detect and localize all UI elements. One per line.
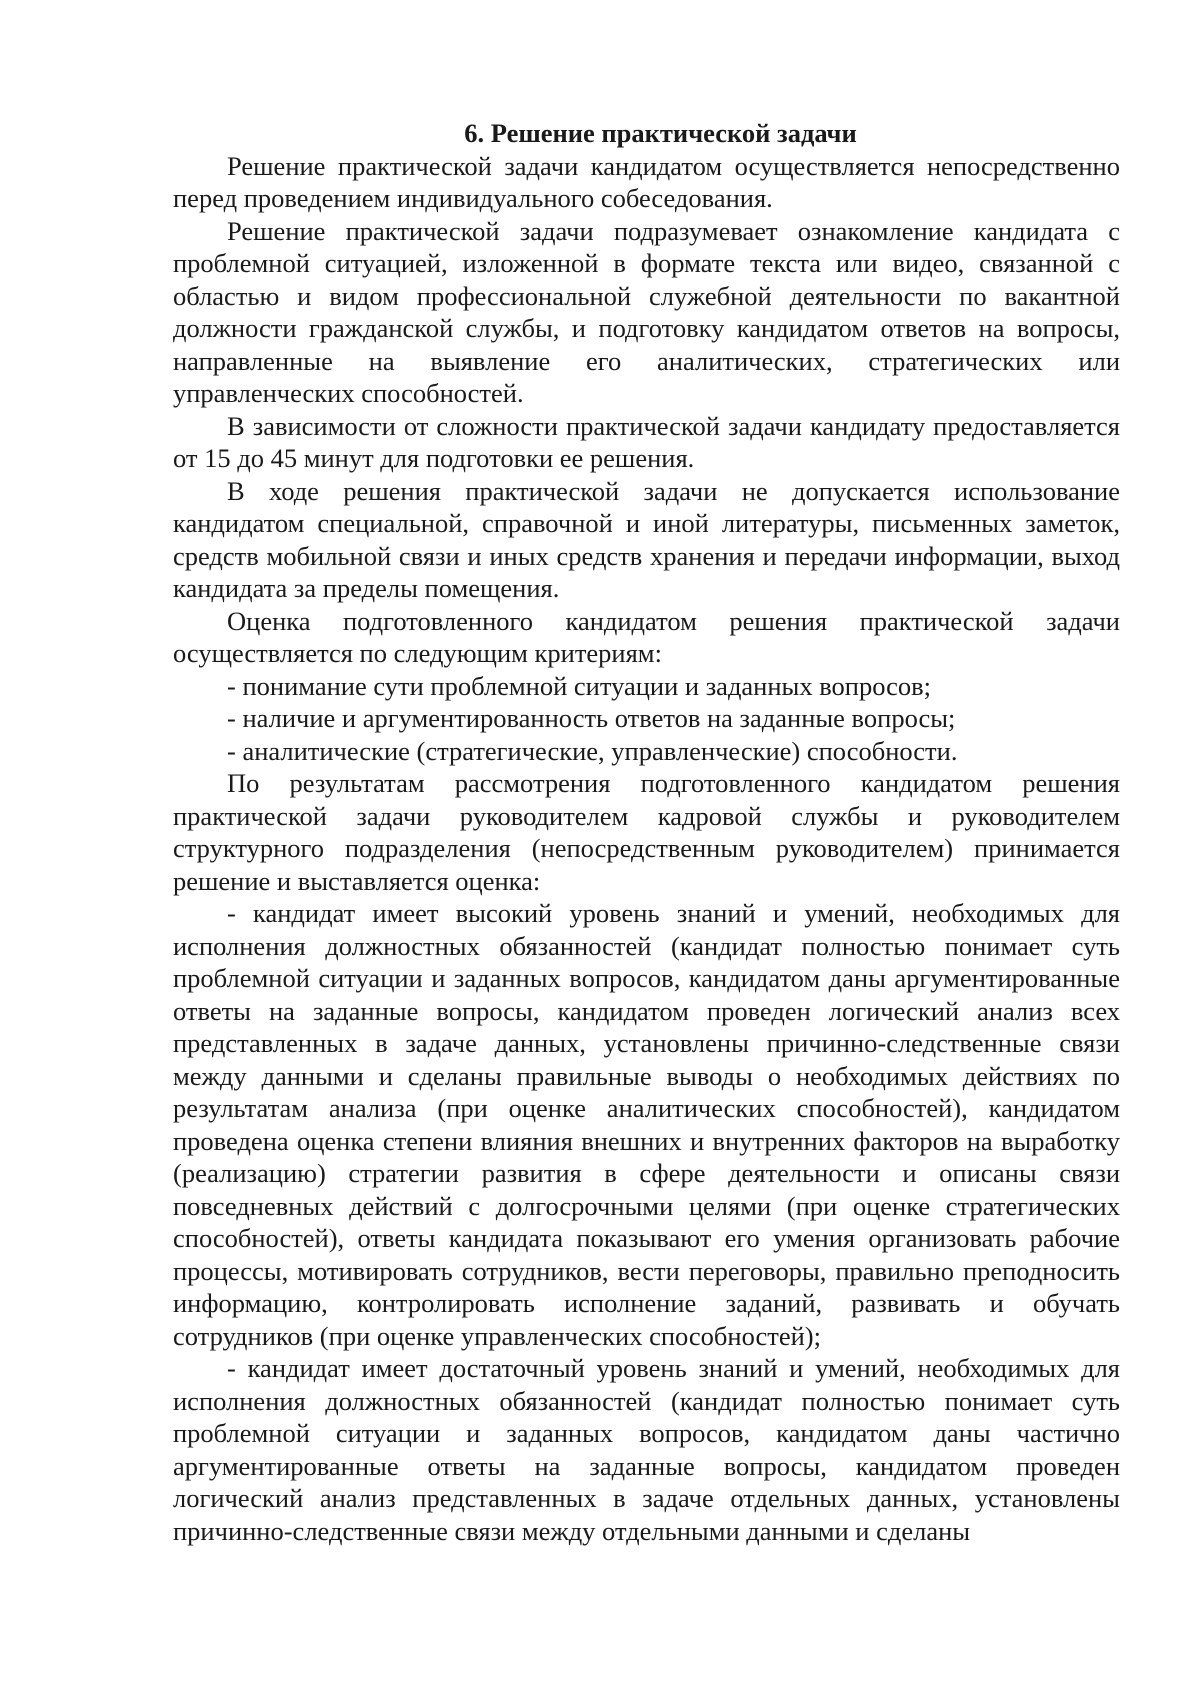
list-item-criterion-1: - понимание сути проблемной ситуации и заданных вопросов;	[227, 670, 932, 701]
paragraph-evaluation-intro: По результатам рассмотрения подготовленного кандидатом решения практической задачи руководителем кадровой службы и руководителем структурного подразделения (непосредственным руководителем) принимается решение и выставляется оценка:	[173, 768, 1120, 896]
document-page	[173, 117, 1120, 1547]
list-item-evaluation-sufficient: - кандидат имеет достаточный уровень знаний и умений, необходимых для исполнения должностных обязанностей (кандидат полностью понимает суть проблемной ситуации и заданных вопросов, кандидатом даны частично аргументированные ответы на заданные вопросы, кандидатом проведен логический анализ представленных в задаче отдельных данных, установлены причинно-следственные связи между отдельными данными и сделаны	[173, 1353, 1120, 1546]
section-title: 6. Решение практической задачи	[464, 118, 857, 148]
paragraph-criteria-intro: Оценка подготовленного кандидатом решения практической задачи осуществляется по следующим критериям:	[173, 605, 1120, 668]
paragraph-intro: Решение практической задачи кандидатом осуществляется непосредственно перед проведением индивидуального собеседования.	[173, 150, 1120, 213]
list-item-criterion-3: - аналитические (стратегические, управленческие) способности.	[227, 735, 958, 766]
paragraph-restrictions: В ходе решения практической задачи не допускается использование кандидатом специальной, справочной и иной литературы, письменных заметок, средств мобильной связи и иных средств хранения и передачи информации, выход кандидата за пределы помещения.	[173, 475, 1120, 603]
list-item-criterion-2: - наличие и аргументированность ответов на заданные вопросы;	[227, 703, 956, 733]
paragraph-time-limit: В зависимости от сложности практической задачи кандидату предоставляется от 15 до 45 минут для подготовки ее решения.	[173, 410, 1120, 473]
list-item-evaluation-high: - кандидат имеет высокий уровень знаний и умений, необходимых для исполнения должностных обязанностей (кандидат полностью понимает суть проблемной ситуации и заданных вопросов, кандидатом даны аргументированные ответы на заданные вопросы, кандидатом проведен логический анализ всех представленных в задаче данных, установлены причинно-следственные связи между данными и сделаны правильные выводы о необходимых действиях по результатам анализа (при оценке аналитических способностей), кандидатом проведена оценка степени влияния внешних и внутренних факторов на выработку (реализацию) стратегии развития в сфере деятельности и описаны связи повседневных действий с долгосрочными целями (при оценке стратегических способностей), ответы кандидата показывают его умения организовать рабочие процессы, мотивировать сотрудников, вести переговоры, правильно преподносить информацию, контролировать исполнение заданий, развивать и обучать сотрудников (при оценке управленческих способностей);	[173, 898, 1120, 1351]
paragraph-task-description: Решение практической задачи подразумевает ознакомление кандидата с проблемной ситуацией, изложенной в формате текста или видео, связанной с областью и видом профессиональной служебной деятельности по вакантной должности гражданской службы, и подготовку кандидатом ответов на вопросы, направленные на выявление его аналитических, стратегических или управленческих способностей.	[173, 215, 1120, 408]
